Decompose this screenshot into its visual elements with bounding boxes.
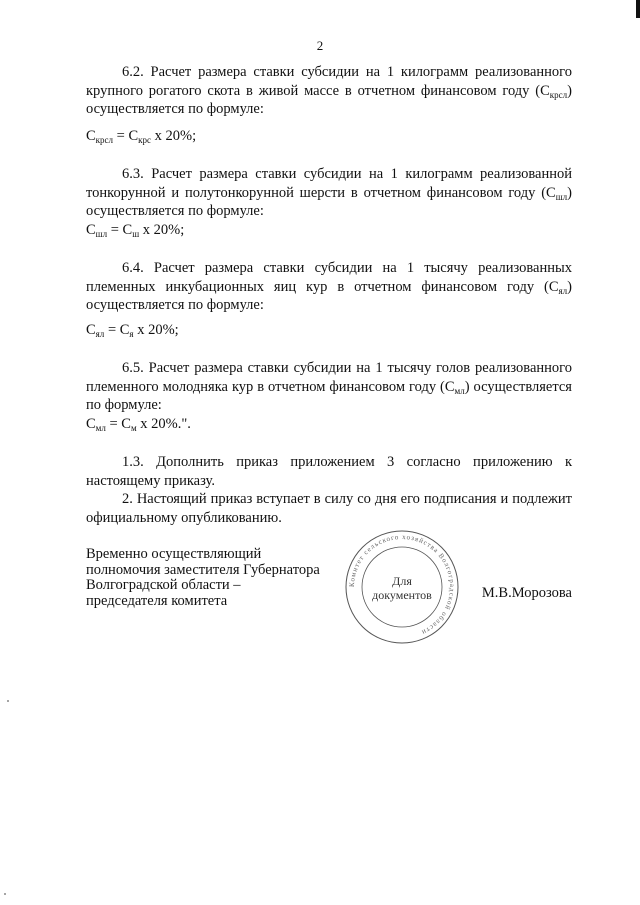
paragraph-2: 2. Настоящий приказ вступает в силу со дня его подписания и подлежит официальному опубликованию. bbox=[86, 491, 572, 526]
formula-6-4: $С_{ял} = С_я$ х 20%; bbox=[86, 321, 179, 339]
paragraph-6-4: 6.4. Расчет размера ставки субсидии на 1 тысячу реализованных племенных инкубационных яиц кур в отчетном финансовом году $(С_{ял})$ осуществляется по формуле: bbox=[86, 260, 572, 313]
paragraph-6-2: 6.2. Расчет размера ставки субсидии на 1 килограмм реализованного крупного рогатого скота в живой массе в отчетном финансовом году $(С_{крсл})$ осуществляется по формуле: bbox=[86, 64, 572, 117]
svg-text:Комитет сельского хозяйства Во: Комитет сельского хозяйства Волгоградской области bbox=[347, 532, 457, 637]
signature-block bbox=[86, 532, 572, 647]
formula-6-2: $С_{крсл} = С_{крс}$ х 20%; bbox=[86, 127, 197, 145]
scan-speck bbox=[4, 893, 6, 895]
official-stamp bbox=[342, 527, 462, 647]
paragraph-6-3: 6.3. Расчет размера ставки субсидии на 1 килограмм реализованной тонкорунной и полутонкорунной шерсти в отчетном финансовом году $(С_{шл})$ осуществляется по формуле: bbox=[86, 166, 572, 219]
stamp-line2: документов bbox=[372, 588, 432, 602]
paragraph-1-3: 1.3. Дополнить приказ приложением 3 согласно приложению к настоящему приказу. bbox=[86, 454, 572, 489]
signer-title: Временно осуществляющий полномочия заместителя Губернатора Волгоградской области – председателя комитета bbox=[86, 546, 320, 609]
document-body bbox=[86, 63, 572, 527]
stamp-line1: Для bbox=[392, 574, 412, 588]
scan-speck bbox=[7, 700, 9, 702]
paragraph-6-5: 6.5. Расчет размера ставки субсидии на 1 тысячу голов реализованного племенного молодняка кур в отчетном финансовом году $(С_{мл})$ осуществляется по формуле: bbox=[86, 360, 572, 413]
scan-edge-mark bbox=[636, 0, 640, 18]
signer-name: М.В.Морозова bbox=[481, 585, 572, 601]
page-number: 2 bbox=[316, 38, 324, 53]
formula-6-5: $С_{мл} = С_м$ х 20%.". bbox=[86, 415, 191, 433]
formula-6-3: $С_{шл} = С_ш$ х 20%; bbox=[86, 221, 185, 239]
